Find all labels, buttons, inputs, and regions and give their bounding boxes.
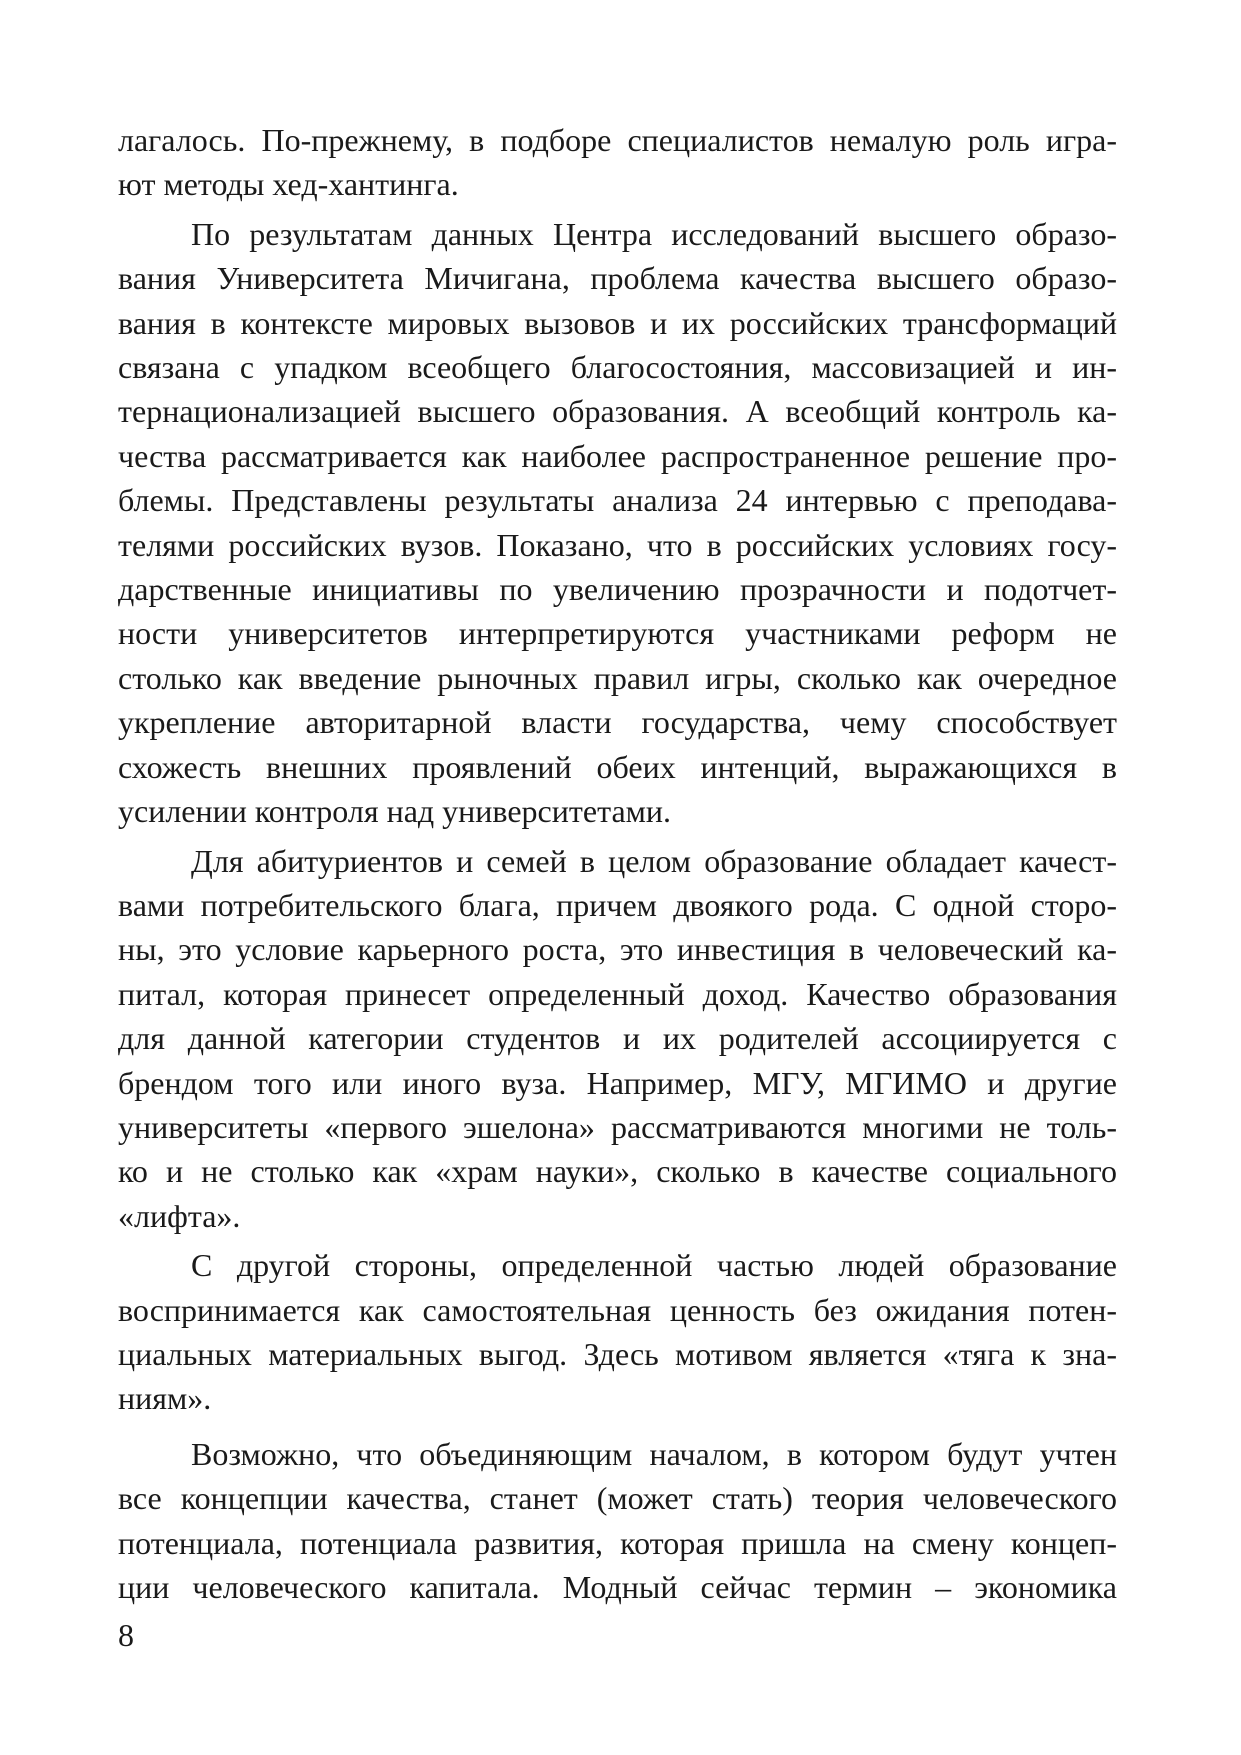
text-line: брендом того или иного вуза. Например, МГУ, МГИМО и другие (118, 1064, 1117, 1101)
text-line: циальных материальных выгод. Здесь мотивом является «тяга к зна- (118, 1335, 1117, 1372)
text-line: ны, это условие карьерного роста, это инвестиция в человеческий ка- (118, 931, 1117, 968)
text-line: лагалось. По-прежнему, в подборе специалистов немалую роль игра- (118, 122, 1117, 158)
page-body (118, 118, 1117, 1609)
text-line: ции человеческого капитала. Модный сейчас термин – экономика (118, 1569, 1117, 1605)
text-line: С другой стороны, определенной частью людей образование (191, 1247, 1117, 1284)
paragraph (118, 1432, 1117, 1610)
text-line: ко и не столько как «храм науки», сколько в качестве социального (118, 1153, 1117, 1190)
text-line: блемы. Представлены результаты анализа 24 интервью с преподава- (118, 482, 1117, 519)
text-line: столько как введение рыночных правил игры, сколько как очередное (118, 659, 1117, 696)
text-line: воспринимается как самостоятельная ценность без ожидания потен- (118, 1291, 1117, 1328)
text-line: ниям». (118, 1380, 212, 1417)
text-line: вами потребительского блага, причем двоякого рода. С одной сторо- (118, 886, 1117, 923)
paragraph (118, 118, 1117, 207)
text-line: усилении контроля над университетами. (118, 793, 672, 830)
text-line: тернационализацией высшего образования. А всеобщий контроль ка- (118, 393, 1117, 430)
text-line: все концепции качества, станет (может стать) теория человеческого (118, 1480, 1117, 1517)
text-line: Для абитуриентов и семей в целом образование обладает качест- (191, 842, 1117, 879)
text-line: дарственные инициативы по увеличению прозрачности и подотчет- (118, 571, 1117, 608)
text-line: питал, которая принесет определенный доход. Качество образования (118, 975, 1117, 1012)
paragraph (118, 212, 1117, 834)
text-line: связана с упадком всеобщего благосостояния, массовизацией и ин- (118, 349, 1117, 386)
text-line: вания Университета Мичигана, проблема качества высшего образо- (118, 260, 1117, 297)
text-line: схожесть внешних проявлений обеих интенций, выражающихся в (118, 748, 1117, 785)
text-line: чества рассматривается как наиболее распространенное решение про- (118, 437, 1117, 474)
text-line: потенциала, потенциала развития, которая пришла на смену концеп- (118, 1524, 1117, 1561)
text-line: укрепление авторитарной власти государства, чему способствует (118, 704, 1117, 741)
text-line: Возможно, что объединяющим началом, в котором будут учтен (191, 1435, 1117, 1472)
text-line: телями российских вузов. Показано, что в российских условиях госу- (118, 526, 1117, 563)
text-line: По результатам данных Центра исследований высшего образо- (191, 215, 1117, 252)
paragraph (118, 839, 1117, 1239)
page-number: 8 (118, 1617, 134, 1653)
text-line: вания в контексте мировых вызовов и их российских трансформаций (118, 304, 1117, 341)
text-line: для данной категории студентов и их родителей ассоциируется с (118, 1020, 1117, 1057)
text-line: ности университетов интерпретируются участниками реформ не (118, 615, 1117, 652)
text-line: ют методы хед-хантинга. (118, 166, 459, 203)
text-line: университеты «первого эшелона» рассматриваются многими не толь- (118, 1108, 1117, 1145)
paragraph (118, 1243, 1117, 1421)
text-line: «лифта». (118, 1197, 241, 1234)
